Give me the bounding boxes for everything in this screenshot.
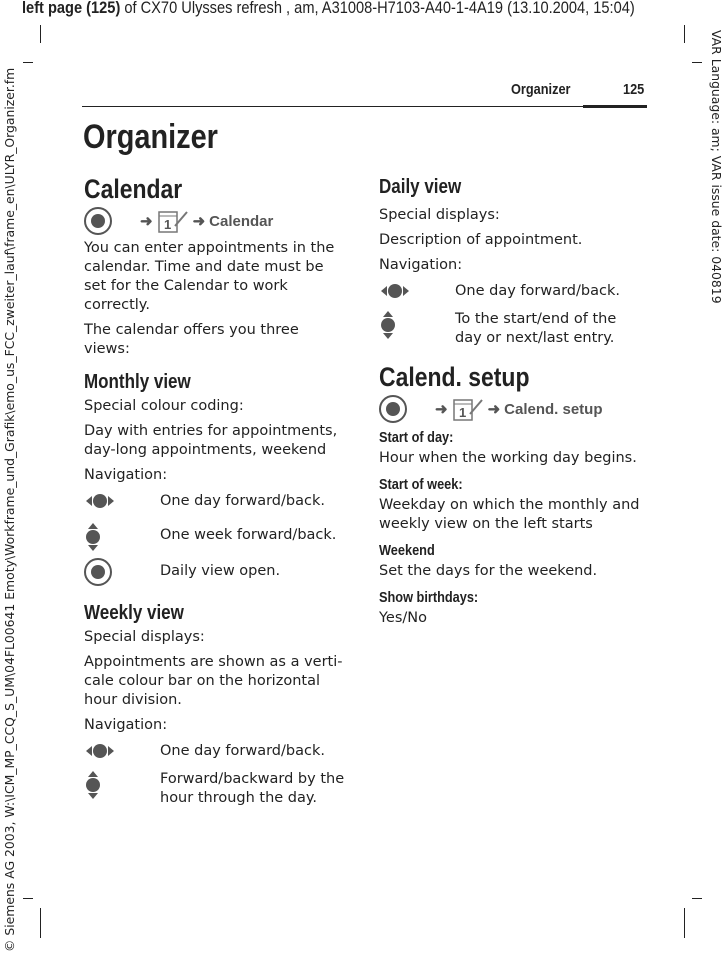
nav-description: One day forward/back. (455, 283, 620, 299)
calendar-menu-path (84, 207, 349, 235)
monthly-text: Day with entries for appointments, day-long appointments, weekend (84, 423, 338, 458)
daily-text: Special displays: (379, 207, 500, 223)
monthly-view-heading: Monthly view (84, 371, 191, 393)
control-key-icon (379, 395, 407, 423)
nav-description: One day forward/back. (160, 743, 325, 759)
right-margin-text: VAR Language: am; VAR issue date: 040819 (709, 30, 724, 304)
setting-description: Hour when the working day begins. (379, 450, 637, 466)
crop-mark (692, 62, 702, 63)
nav-row (379, 310, 647, 348)
setting-description: Set the days for the weekend. (379, 563, 598, 579)
setup-menu-path (379, 395, 647, 423)
weekly-text: Appointments are shown as a verti-cale colour bar on the horizontal hour division. (84, 654, 343, 708)
left-right-nav-icon (84, 492, 160, 514)
arrow-icon: ➜ (192, 213, 206, 230)
calend-setup-heading: Calend. setup (379, 362, 530, 392)
print-header (22, 0, 635, 18)
crop-mark (684, 25, 685, 43)
weekly-navigation-label: Navigation: (84, 717, 168, 733)
header-rule-accent (583, 105, 647, 108)
crop-mark (692, 898, 702, 899)
nav-row (84, 742, 349, 764)
monthly-navigation-label: Navigation: (84, 467, 168, 483)
calendar-path-label: Calendar (209, 212, 274, 230)
setting-label: Start of day: (379, 429, 454, 446)
print-header-bold: left page (125) (22, 0, 121, 17)
calendar-views-text: The calendar offers you three views: (84, 322, 299, 357)
up-down-nav-icon (84, 522, 160, 556)
calendar-heading: Calendar (84, 174, 183, 204)
nav-row (379, 282, 647, 304)
crop-mark (684, 908, 685, 938)
crop-mark (40, 25, 41, 43)
nav-row (84, 558, 349, 590)
setup-path-label: Calend. setup (504, 400, 603, 418)
arrow-icon: ➜ (435, 401, 448, 418)
left-right-nav-icon (379, 282, 455, 304)
left-column (84, 174, 349, 808)
daily-view-heading: Daily view (379, 176, 462, 198)
crop-mark (40, 908, 41, 938)
organizer-menu-icon (157, 208, 189, 234)
setting-description: Yes/No (379, 610, 428, 626)
control-key-icon (84, 207, 112, 235)
nav-description: Forward/backward by the hour through the day. (160, 771, 345, 806)
left-margin-text: © Siemens AG 2003, W:\ICM_MP_CCQ_S_UM\04FL00641 Emoty\Workframe_und_Grafik\emo_us_FCC_zweiter_lauf\frame_en\ULYR_Organizer.fm (2, 67, 17, 952)
organizer-menu-icon (452, 396, 484, 422)
nav-description: To the start/end of the day or next/last entry. (455, 311, 617, 346)
setting-label: Show birthdays: (379, 589, 479, 606)
nav-row (84, 770, 349, 808)
control-key-icon (84, 558, 160, 590)
setting-description: Weekday on which the monthly and weekly view on the left starts (379, 497, 640, 532)
crop-mark (23, 62, 33, 63)
nav-row (84, 492, 349, 514)
calendar-intro: You can enter appointments in the calendar. Time and date must be set for the Calendar to work correctly. (84, 240, 335, 313)
running-header-page: 125 (623, 81, 645, 98)
monthly-text: Special colour coding: (84, 398, 244, 414)
daily-navigation-label: Navigation: (379, 257, 463, 273)
running-header-section: Organizer (511, 81, 571, 98)
header-rule (82, 106, 647, 107)
right-column (379, 176, 647, 628)
arrow-icon: ➜ (487, 401, 501, 418)
page-title: Organizer (83, 118, 218, 156)
nav-description: One day forward/back. (160, 493, 325, 509)
nav-description: Daily view open. (160, 563, 281, 579)
left-right-nav-icon (84, 742, 160, 764)
up-down-nav-icon (379, 310, 455, 348)
daily-text: Description of appointment. (379, 232, 583, 248)
arrow-icon: ➜ (140, 213, 153, 230)
weekly-text: Special displays: (84, 629, 205, 645)
setting-label: Start of week: (379, 476, 463, 493)
nav-row (84, 522, 349, 556)
svg-text:1: 1 (458, 405, 466, 420)
nav-description: One week forward/back. (160, 527, 337, 543)
print-header-rest: of CX70 Ulysses refresh , am, A31008-H7103-A40-1-4A19 (13.10.2004, 15:04) (120, 0, 635, 17)
setting-label: Weekend (379, 542, 435, 559)
up-down-nav-icon (84, 770, 160, 808)
crop-mark (23, 898, 33, 899)
weekly-view-heading: Weekly view (84, 602, 184, 624)
svg-text:1: 1 (163, 217, 171, 232)
